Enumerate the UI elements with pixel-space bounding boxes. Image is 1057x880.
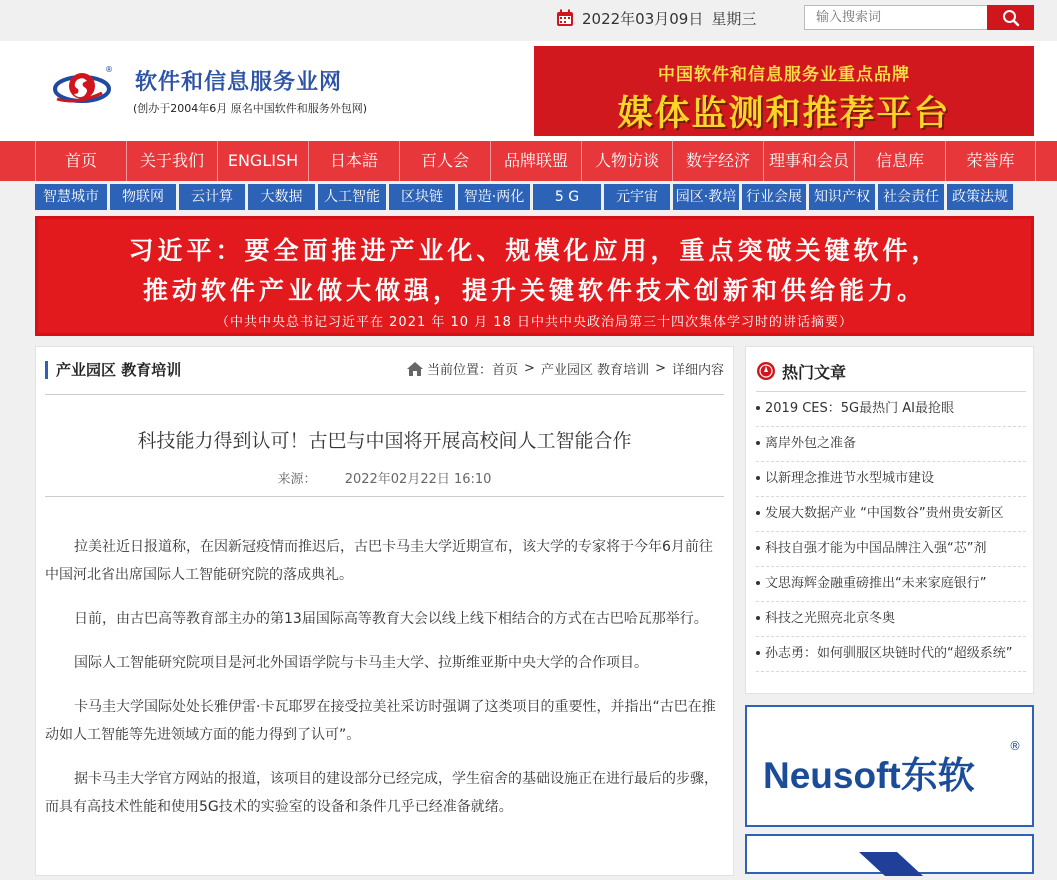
subnav-item-policies[interactable]: 政策法规 bbox=[947, 184, 1013, 210]
search-box bbox=[804, 5, 1034, 30]
breadcrumb-prefix: 当前位置： bbox=[427, 363, 493, 378]
hot-article-item[interactable] bbox=[756, 567, 1026, 602]
article-title: 科技能力得到认可！古巴与中国将开展高校间人工智能合作 bbox=[137, 430, 632, 452]
breadcrumb-separator: > bbox=[655, 361, 666, 376]
search-button[interactable] bbox=[987, 5, 1034, 30]
nav-item-info-library[interactable]: 信息库 bbox=[854, 141, 945, 181]
nav-item-honors[interactable]: 荣誉库 bbox=[945, 141, 1036, 181]
article-paragraph: 国际人工智能研究院项目是河北外国语学院与卡马圭大学、拉斯维亚斯中央大学的合作项目。 bbox=[74, 655, 648, 671]
subnav-item-manufacturing[interactable]: 智造·两化 bbox=[458, 184, 530, 210]
search-input[interactable] bbox=[805, 6, 987, 29]
subnav-item-smart-city[interactable]: 智慧城市 bbox=[35, 184, 107, 210]
nav-item-english[interactable]: ENGLISH bbox=[217, 141, 308, 181]
article-source-label: 来源： bbox=[277, 472, 317, 487]
nav-item-about[interactable]: 关于我们 bbox=[126, 141, 217, 181]
neusoft-ad[interactable] bbox=[745, 705, 1034, 827]
bullet-icon bbox=[756, 616, 760, 620]
article-paragraph: 拉美社近日报道称，在因新冠疫情而推迟后，古巴卡马圭大学近期宣布，该大学的专家将于今年6月前往中国河北省出席国际人工智能研究院的落成典礼。 bbox=[45, 539, 713, 583]
article-meta bbox=[36, 468, 733, 487]
breadcrumb-home-link[interactable]: 首页 bbox=[492, 363, 519, 378]
hot-article-item[interactable] bbox=[756, 462, 1026, 497]
site-name[interactable]: 软件和信息服务业网 bbox=[135, 70, 343, 95]
hot-article-link[interactable]: 以新理念推进节水型城市建设 bbox=[765, 471, 935, 486]
quote-line-1: 习近平：要全面推进产业化、规模化应用，重点突破关键软件， bbox=[128, 236, 941, 265]
breadcrumb bbox=[407, 359, 724, 378]
article-paragraph: 卡马圭大学国际处处长雅伊雷·卡瓦耶罗在接受拉美社采访时强调了这类项目的重要性，并指出“古巴在推动如人工智能等先进领域方面的能力得到了认可”。 bbox=[45, 699, 716, 743]
hot-article-item[interactable] bbox=[756, 637, 1026, 672]
weekday-text: 星期三 bbox=[711, 9, 757, 28]
subnav-item-iot[interactable]: 物联网 bbox=[110, 184, 176, 210]
hot-articles-list bbox=[756, 391, 1026, 672]
bullet-icon bbox=[756, 581, 760, 585]
nav-item-hundred-club[interactable]: 百人会 bbox=[399, 141, 490, 181]
subnav-item-ai[interactable]: 人工智能 bbox=[318, 184, 386, 210]
breadcrumb-section-link[interactable]: 产业园区 教育培训 bbox=[540, 363, 650, 378]
subnav-item-social-responsibility[interactable]: 社会责任 bbox=[878, 184, 944, 210]
subnav-item-parks-education[interactable]: 园区·教培 bbox=[673, 184, 739, 210]
subnav-item-metaverse[interactable]: 元宇宙 bbox=[604, 184, 670, 210]
hot-article-link[interactable]: 文思海辉金融重磅推出“未来家庭银行” bbox=[765, 576, 987, 591]
sub-nav bbox=[35, 184, 1034, 210]
hot-article-link[interactable]: 科技自强才能为中国品牌注入强“芯”剂 bbox=[765, 541, 987, 556]
hot-article-item[interactable] bbox=[756, 602, 1026, 637]
hot-articles-title: 热门文章 bbox=[782, 362, 847, 382]
home-icon bbox=[407, 362, 423, 376]
hot-article-item[interactable] bbox=[756, 497, 1026, 532]
calendar-icon bbox=[556, 9, 574, 27]
article-divider bbox=[45, 496, 724, 497]
banner-line-2: 媒体监测和推荐平台 bbox=[617, 93, 951, 134]
svg-text:®: ® bbox=[105, 65, 113, 74]
article-paragraph: 日前，由古巴高等教育部主办的第13届国际高等教育大会以线上线下相结合的方式在古巴哈瓦那举行。 bbox=[74, 611, 708, 627]
nav-item-japanese[interactable]: 日本語 bbox=[308, 141, 399, 181]
nav-item-home[interactable]: 首页 bbox=[35, 141, 126, 181]
hot-article-item[interactable] bbox=[756, 392, 1026, 427]
secondary-ad[interactable] bbox=[745, 834, 1034, 874]
breadcrumb-separator: > bbox=[524, 361, 535, 376]
article-body bbox=[45, 533, 724, 837]
date-display bbox=[556, 7, 756, 29]
registered-mark: ® bbox=[1009, 739, 1021, 753]
site-subtitle: (创办于2004年6月 原名中国软件和服务外包网) bbox=[133, 102, 368, 115]
date-text: 2022年03月09日 bbox=[582, 9, 704, 28]
bullet-icon bbox=[756, 511, 760, 515]
partner-logo-icon bbox=[747, 836, 1036, 876]
hot-article-link[interactable]: 发展大数据产业 “中国数谷”贵州贵安新区 bbox=[765, 506, 1004, 521]
hot-articles-panel bbox=[745, 346, 1034, 694]
top-bar bbox=[0, 0, 1057, 41]
banner-line-1: 中国软件和信息服务业重点品牌 bbox=[658, 65, 910, 85]
section-title: 产业园区 教育培训 bbox=[45, 361, 181, 379]
subnav-item-big-data[interactable]: 大数据 bbox=[248, 184, 315, 210]
hot-article-link[interactable]: 离岸外包之准备 bbox=[765, 436, 857, 451]
main-nav bbox=[0, 141, 1057, 181]
hot-article-link[interactable]: 孙志勇：如何驯服区块链时代的“超级系统” bbox=[765, 646, 1013, 661]
bullet-icon bbox=[756, 441, 760, 445]
article-header-bar bbox=[45, 347, 724, 395]
bullet-icon bbox=[756, 406, 760, 410]
article-panel bbox=[35, 346, 734, 876]
quote-banner bbox=[35, 216, 1034, 336]
site-logo-icon[interactable] bbox=[52, 63, 112, 113]
quote-attribution: （中共中央总书记习近平在 2021 年 10 月 18 日中共中央政治局第三十四次集体学习时的讲话摘要） bbox=[216, 315, 853, 330]
nav-item-digital-economy[interactable]: 数字经济 bbox=[672, 141, 763, 181]
search-icon bbox=[1002, 9, 1020, 27]
hot-article-item[interactable] bbox=[756, 427, 1026, 462]
hot-article-link[interactable]: 科技之光照亮北京冬奥 bbox=[765, 611, 896, 626]
article-paragraph: 据卡马圭大学官方网站的报道，该项目的建设部分已经完成，学生宿舍的基础设施正在进行最后的步骤，而具有高技术性能和使用5G技术的实验室的设备和条件几乎已经准备就绪。 bbox=[45, 771, 718, 815]
nav-item-members[interactable]: 理事和会员 bbox=[763, 141, 854, 181]
hot-article-link[interactable]: 2019 CES：5G最热门 AI最抢眼 bbox=[765, 401, 954, 416]
bullet-icon bbox=[756, 476, 760, 480]
subnav-item-exhibitions[interactable]: 行业会展 bbox=[742, 184, 806, 210]
hot-article-item[interactable] bbox=[756, 532, 1026, 567]
hot-badge-icon bbox=[756, 361, 776, 381]
subnav-item-cloud[interactable]: 云计算 bbox=[179, 184, 245, 210]
subnav-item-ip[interactable]: 知识产权 bbox=[809, 184, 875, 210]
neusoft-logo-text: Neusoft东软 bbox=[763, 755, 975, 796]
header-banner-ad[interactable] bbox=[534, 46, 1034, 136]
bullet-icon bbox=[756, 651, 760, 655]
breadcrumb-current: 详细内容 bbox=[671, 363, 724, 378]
hot-articles-header bbox=[756, 359, 846, 383]
subnav-item-blockchain[interactable]: 区块链 bbox=[389, 184, 455, 210]
article-datetime: 2022年02月22日 16:10 bbox=[344, 472, 492, 487]
bullet-icon bbox=[756, 546, 760, 550]
site-header bbox=[0, 41, 1057, 141]
nav-item-brand-alliance[interactable]: 品牌联盟 bbox=[490, 141, 581, 181]
quote-line-2: 推动软件产业做大做强，提升关键软件技术创新和供给能力。 bbox=[142, 276, 926, 305]
subnav-item-5g[interactable]: 5 G bbox=[533, 184, 601, 210]
nav-item-interviews[interactable]: 人物访谈 bbox=[581, 141, 672, 181]
